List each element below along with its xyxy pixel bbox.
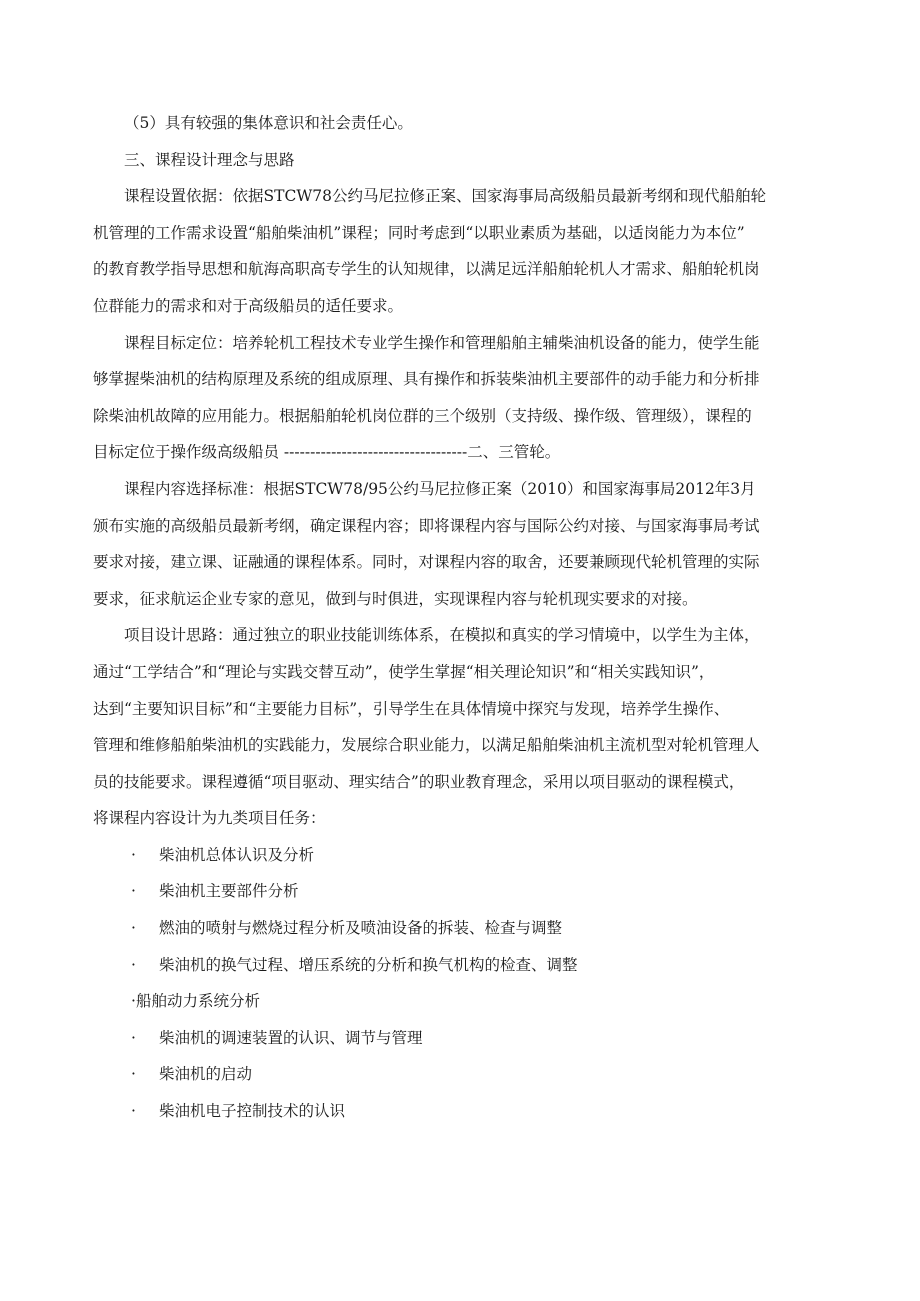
paragraph-line: 目标定位于操作级高级船员 -----------------------------------二、三管轮。	[93, 443, 561, 462]
document-page	[93, 105, 833, 1130]
paragraph-line: 通过“工学结合”和“理论与实践交替互动”，使学生掌握“相关理论知识”和“相关实践知识”，	[93, 662, 715, 681]
objective-item-5: （5）具有较强的集体意识和社会责任心。	[124, 114, 413, 132]
list-item	[93, 1020, 833, 1057]
list-item	[93, 910, 833, 947]
paragraph-line: 要求，征求航运企业专家的意见，做到与时俱进，实现课程内容与轮机现实要求的对接。	[93, 589, 698, 608]
bullet-icon: ·	[131, 919, 136, 938]
bullet-icon: ·	[131, 882, 136, 901]
paragraph-project-design	[93, 617, 833, 837]
paragraph-line: 项目设计思路：通过独立的职业技能训练体系，在模拟和真实的学习情境中，以学生为主体，	[124, 626, 760, 645]
paragraph-course-setting-basis	[93, 178, 833, 324]
paragraph-line: 员的技能要求。课程遵循“项目驱动、理实结合”的职业教育理念，采用以项目驱动的课程模式，	[93, 772, 745, 791]
bullet-icon: ·	[131, 1065, 136, 1084]
paragraph-line: 的教育教学指导思想和航海高职高专学生的认知规律，以满足远洋船舶轮机人才需求、船舶轮机岗	[93, 260, 760, 279]
bullet-icon: ·	[131, 1028, 136, 1047]
list-item	[93, 947, 833, 984]
list-item	[93, 1056, 833, 1093]
paragraph-line: 管理和维修船舶柴油机的实践能力，发展综合职业能力，以满足船舶柴油机主流机型对轮机管理人	[93, 736, 760, 755]
list-item	[93, 837, 833, 874]
task-label: 柴油机的启动	[159, 1065, 253, 1084]
list-item	[93, 873, 833, 910]
task-label: 柴油机的调速装置的认识、调节与管理	[159, 1028, 423, 1047]
list-item	[93, 983, 833, 1020]
paragraph-line: 位群能力的需求和对于高级船员的适任要求。	[93, 296, 404, 315]
paragraph-line: 够掌握柴油机的结构原理及系统的组成原理、具有操作和拆装柴油机主要部件的动手能力和分析排	[93, 370, 760, 389]
bullet-icon: ·	[131, 845, 136, 864]
bullet-icon: ·	[131, 955, 136, 974]
paragraph-line: 颁布实施的高级船员最新考纲，确定课程内容；即将课程内容与国际公约对接、与国家海事局考试	[93, 516, 760, 535]
paragraph-line: 课程目标定位：培养轮机工程技术专业学生操作和管理船舶主辅柴油机设备的能力，使学生能	[124, 333, 760, 352]
task-label: 柴油机电子控制技术的认识	[159, 1102, 346, 1121]
task-label: 燃油的喷射与燃烧过程分析及喷油设备的拆装、检查与调整	[159, 919, 563, 938]
paragraph-line: 达到“主要知识目标”和“主要能力目标”，引导学生在具体情境中探究与发现，培养学生操作、	[93, 699, 730, 718]
task-label: 柴油机主要部件分析	[159, 882, 299, 901]
list-item	[93, 1093, 833, 1130]
paragraph-line: 除柴油机故障的应用能力。根据船舶轮机岗位群的三个级别（支持级、操作级、管理级），课程的	[93, 406, 752, 425]
paragraph-line: 机管理的工作需求设置“船舶柴油机”课程；同时考虑到“以职业素质为基础，以适岗能力为本位”	[93, 223, 745, 242]
paragraph-course-goal	[93, 325, 833, 471]
section-heading: 三、课程设计理念与思路	[124, 150, 295, 169]
bullet-icon: ·	[131, 992, 136, 1011]
paragraph-content-selection	[93, 471, 833, 617]
task-label: 柴油机的换气过程、增压系统的分析和换气机构的检查、调整	[159, 955, 578, 974]
paragraph-line: 要求对接，建立课、证融通的课程体系。同时，对课程内容的取舍，还要兼顾现代轮机管理的实际	[93, 553, 760, 572]
task-list	[93, 837, 833, 1130]
bullet-icon: ·	[131, 1102, 136, 1121]
paragraph-line: 将课程内容设计为九类项目任务：	[93, 809, 326, 828]
paragraph-line: 课程内容选择标准：根据STCW78/95公约马尼拉修正案（2010）和国家海事局2012年3月	[124, 479, 756, 498]
task-label: 船舶动力系统分析	[135, 992, 260, 1011]
task-label: 柴油机总体认识及分析	[159, 845, 315, 864]
paragraph-line: 课程设置依据：依据STCW78公约马尼拉修正案、国家海事局高级船员最新考纲和现代船舶轮	[124, 187, 766, 206]
